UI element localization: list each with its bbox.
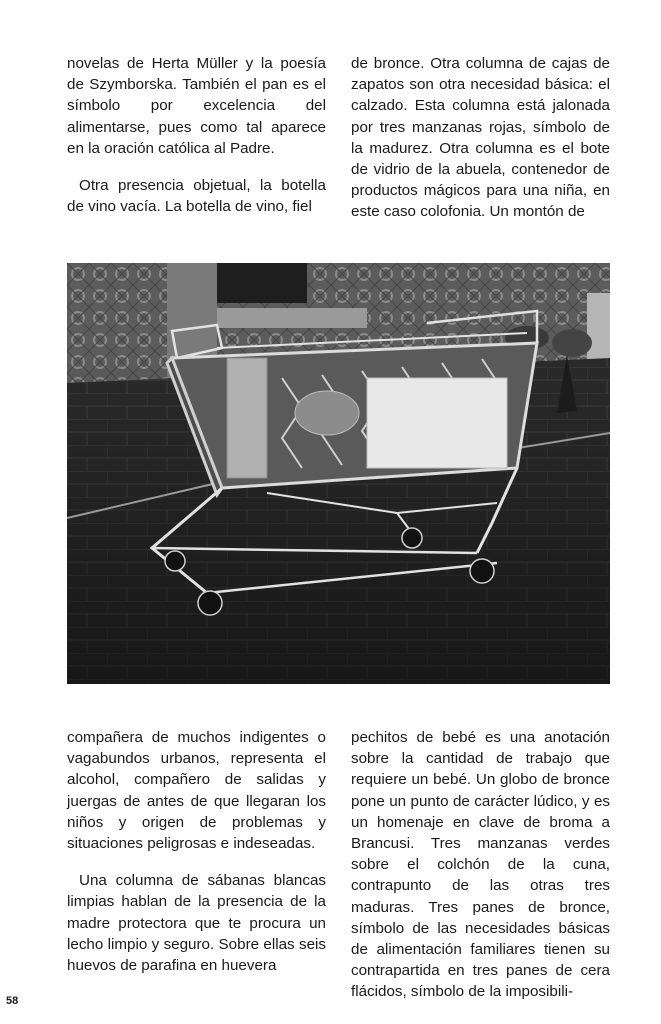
window (217, 263, 307, 303)
shopping-cart-installation-photo (67, 263, 610, 684)
text-column-top-right (351, 53, 610, 223)
text-column-bottom-left (67, 727, 326, 976)
paragraph: compañera de muchos indigentes o vagabundos urbanos, representa el alcohol, compañero de salidas y juergas de antes de que llegaran los niños y origen de problemas y situaciones peligrosas e indeseadas. (67, 729, 326, 853)
table-top (217, 308, 367, 328)
paragraph: novelas de Herta Müller y la poesía de Szymborska. También el pan es el símbolo por excelencia del alimentarse, pues como tal aparece en la oración católica al Padre. (67, 55, 326, 157)
paragraph: de bronce. Otra columna de cajas de zapatos son otra necesidad básica: el calzado. Esta columna está jalonada por tres manzanas rojas, símbolo de la madurez. Otra columna es el bote de vidrio de la abuela, contenedor de productos mágicos para una niña, en este caso colofonia. Un montón de (351, 55, 610, 221)
photo-illustration (67, 263, 610, 684)
paragraph: Una columna de sábanas blancas limpias hablan de la presencia de la madre protectora que te procura un lecho limpio y seguro. Sobre ellas seis huevos de parafina en huevera (67, 872, 326, 975)
text-column-bottom-right (351, 727, 610, 1003)
paragraph: Otra presencia objetual, la botella de vino vacía. La botella de vino, fiel (67, 177, 326, 216)
paragraph: pechitos de bebé es una anotación sobre la cantidad de trabajo que requiere un bebé. Un globo de bronce pone un punto de carácter lúdico, y es un homenaje en clave de broma a Brancusi. Tres manzanas verdes sobre el colchón de la cuna, contrapunto de las otras tres maduras. Tres panes de bronce, símbolo de las necesidades básicas de alimentación familiares tienen su contrapartida en tres panes de cera flácidos, símbolo de la imposibili- (351, 729, 610, 1001)
page-number: 58 (6, 995, 19, 1007)
text-column-top-left (67, 53, 326, 217)
